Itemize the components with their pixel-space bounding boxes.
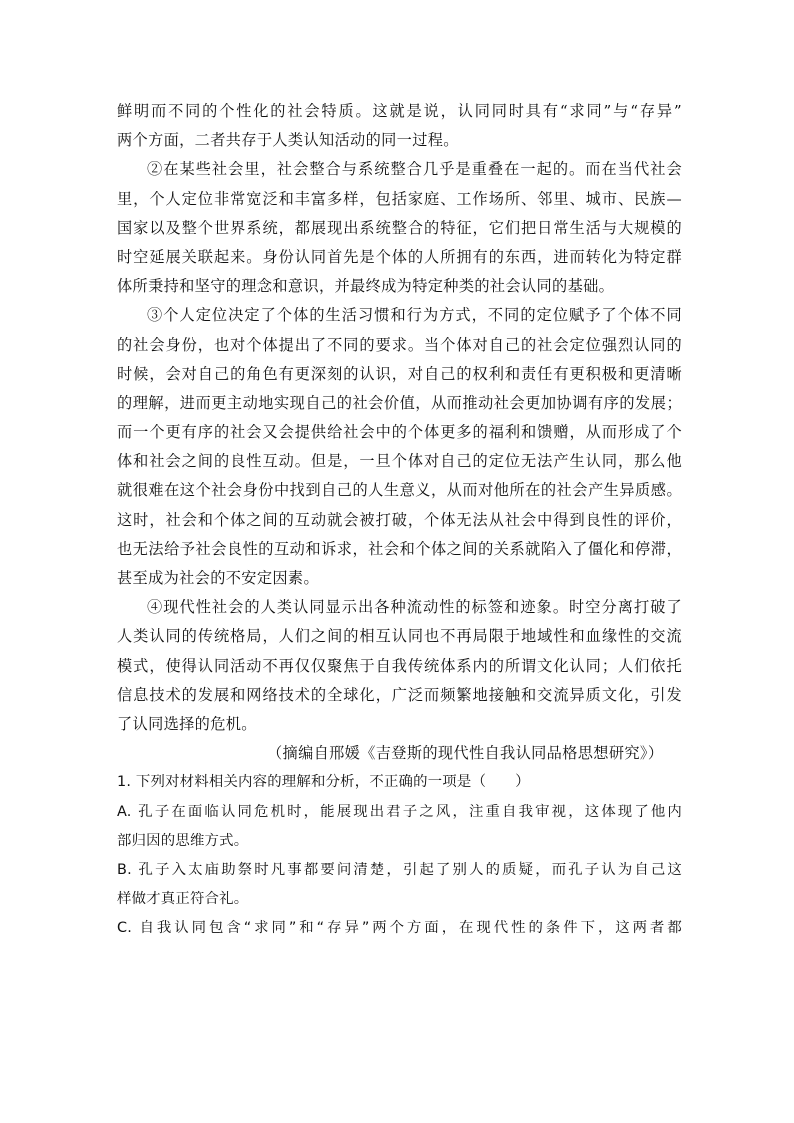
text-line: 信息技术的发展和网络技术的全球化，广泛而频繁地接触和交流异质文化，引发 (117, 685, 682, 704)
text-line: 了认同选择的危机。 (117, 714, 257, 733)
option-text: A. 孔子在面临认同危机时，能展现出君子之风，注重自我审视，这体现了他内 (117, 803, 682, 820)
text-line: 体所秉持和坚守的理念和意识，并最终成为特定种类的社会认同的基础。 (117, 277, 615, 296)
text-line: ④现代性社会的人类认同显示出各种流动性的标签和迹象。时空分离打破了 (147, 598, 682, 617)
paragraph-2 (117, 155, 682, 301)
text-line: 人类认同的传统格局，人们之间的相互认同也不再局限于地域性和血缘性的交流 (117, 627, 682, 646)
question-stem: 1. 下列对材料相关内容的理解和分析，不正确的一项是（ ） (117, 774, 530, 791)
option-text: 样做才真正符合礼。 (117, 891, 249, 908)
paragraph-3 (117, 301, 682, 593)
text-line: 这时，社会和个体之间的互动就会被打破，个体无法从社会中得到良性的评价， (117, 510, 682, 529)
text-line: 甚至成为社会的不安定因素。 (117, 569, 319, 587)
option-text: 部归因的思维方式。 (117, 832, 249, 849)
paragraph-1 (117, 97, 682, 155)
source-citation: （摘编自邢媛《吉登斯的现代性自我认同品格思想研究》） (267, 744, 664, 763)
text-line: 时候，会对自己的角色有更深刻的认识，对自己的权利和责任有更积极和更清晰 (117, 364, 682, 383)
text-line: 鲜明而不同的个性化的社会特质。这就是说，认同同时具有“求同”与“存异” (117, 102, 682, 120)
text-line: 国家以及整个世界系统，都展现出系统整合的特征，它们把日常生活与大规模的 (117, 218, 682, 237)
option-text: B. 孔子入太庙助祭时凡事都要问清楚，引起了别人的质疑，而孔子认为自己这 (117, 861, 682, 878)
option-c (117, 914, 682, 943)
question-block (117, 768, 682, 943)
option-b (117, 856, 682, 914)
text-line: 的理解，进而更主动地实现自己的社会价值，从而推动社会更加协调有序的发展； (117, 393, 682, 412)
text-line: 体和社会之间的良性互动。但是，一旦个体对自己的定位无法产生认同，那么他 (117, 452, 682, 471)
text-line: 里，个人定位非常宽泛和丰富多样，包括家庭、工作场所、邻里、城市、民族— (117, 189, 682, 208)
text-line: 时空延展关联起来。身份认同首先是个体的人所拥有的东西，进而转化为特定群 (117, 247, 682, 266)
option-text: C. 自我认同包含“求同”和“存异”两个方面，在现代性的条件下，这两者都 (117, 920, 682, 937)
option-a (117, 798, 682, 856)
text-line: 就很难在这个社会身份中找到自己的人生意义，从而对他所在的社会产生异质感。 (117, 481, 682, 500)
text-line: 而一个更有序的社会又会提供给社会中的个体更多的福利和馈赠，从而形成了个 (117, 423, 682, 442)
text-line: 也无法给予社会良性的互动和诉求，社会和个体之间的关系就陷入了僵化和停滞， (117, 539, 682, 558)
paragraph-4 (117, 593, 682, 739)
page-content (117, 97, 682, 943)
text-line: 模式，使得认同活动不再仅仅聚焦于自我传统体系内的所谓文化认同；人们依托 (117, 656, 682, 675)
text-line: 两个方面，二者共存于人类认知活动的同一过程。 (117, 131, 459, 150)
text-line: ③个人定位决定了个体的生活习惯和行为方式，不同的定位赋予了个体不同 (147, 306, 682, 325)
text-line: ②在某些社会里，社会整合与系统整合几乎是重叠在一起的。而在当代社会 (147, 160, 682, 179)
text-line: 的社会身份，也对个体提出了不同的要求。当个体对自己的社会定位强烈认同的 (117, 335, 682, 354)
